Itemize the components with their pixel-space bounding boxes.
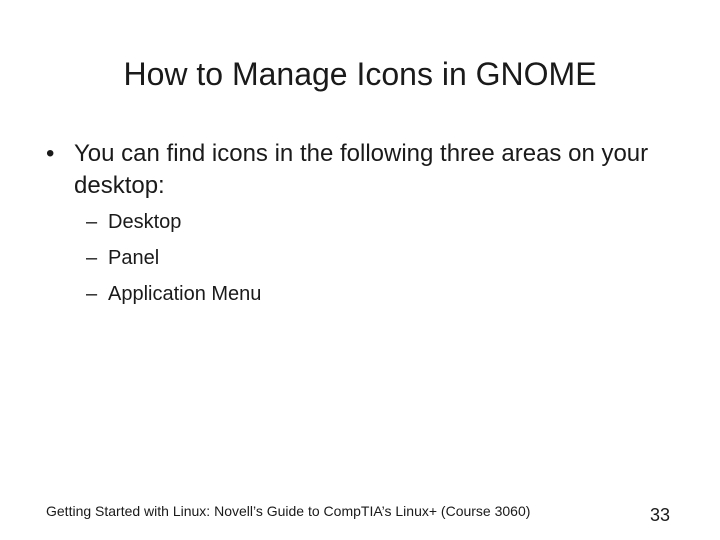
page-number: 33 <box>649 505 670 525</box>
dash-marker: – <box>86 211 98 233</box>
sub-bullet-item <box>86 204 261 240</box>
bullet-text: You can find icons in the following three areas on your desktop: <box>74 140 649 199</box>
sub-bullet-text: Desktop <box>108 211 182 233</box>
slide-footer: Getting Started with Linux: Novell’s Guide to CompTIA’s Linux+ (Course 3060) <box>46 503 531 519</box>
sub-bullet-text: Panel <box>108 247 160 269</box>
dash-marker: – <box>86 247 98 269</box>
sub-bullet-item <box>86 276 261 312</box>
dash-marker: – <box>86 283 98 305</box>
bullet-item <box>46 138 666 202</box>
sub-bullet-text: Application Menu <box>108 283 262 305</box>
sub-bullet-list <box>86 204 261 312</box>
bullet-marker: • <box>46 140 55 167</box>
sub-bullet-item <box>86 240 261 276</box>
slide-title: How to Manage Icons in GNOME <box>123 56 597 92</box>
